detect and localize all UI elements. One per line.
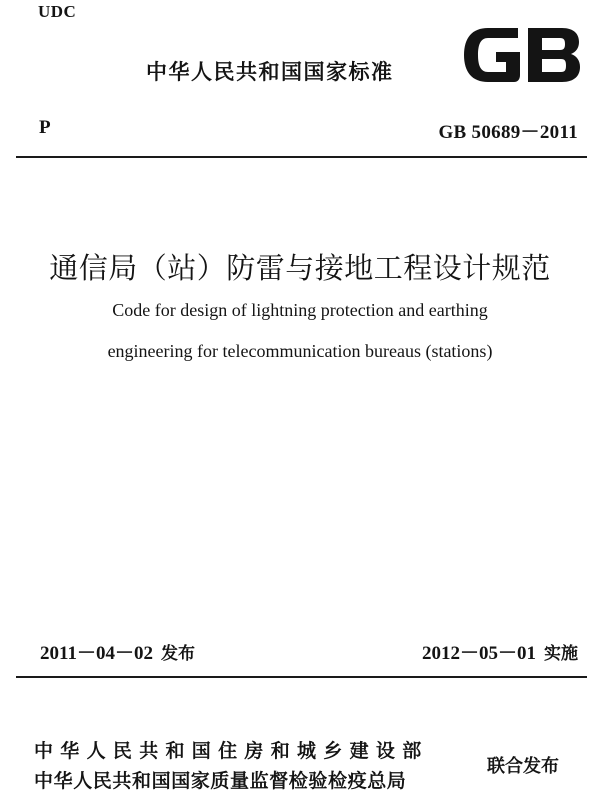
joint-release-label: 联合发布	[487, 756, 559, 777]
issuer-ministry: 中华人民共和国住房和城乡建设部	[34, 740, 429, 762]
bottom-divider	[16, 676, 587, 678]
issue-label: 发布	[160, 644, 195, 664]
category-code: P	[39, 117, 51, 138]
chinese-title: 通信局（站）防雷与接地工程设计规范	[49, 251, 551, 285]
english-title-line-2: engineering for telecommunication bureaus (stations)	[107, 341, 493, 361]
issue-date	[40, 638, 195, 665]
issuer-aqsiq: 中华人民共和国国家质量监督检验检疫总局	[34, 770, 407, 792]
standard-number: GB 50689－2011	[438, 122, 578, 143]
implement-date-value: 2012－05－01	[421, 643, 536, 664]
implement-date	[422, 638, 578, 665]
english-title-line-1: Code for design of lightning protection and earthing	[112, 300, 488, 320]
udc-label: UDC	[38, 2, 77, 21]
gb-logo-icon	[458, 22, 584, 88]
top-divider	[16, 156, 587, 158]
issue-date-value: 2011－04－02	[40, 643, 153, 664]
national-standard-heading: 中华人民共和国国家标准	[146, 60, 394, 84]
implement-label: 实施	[544, 644, 578, 664]
